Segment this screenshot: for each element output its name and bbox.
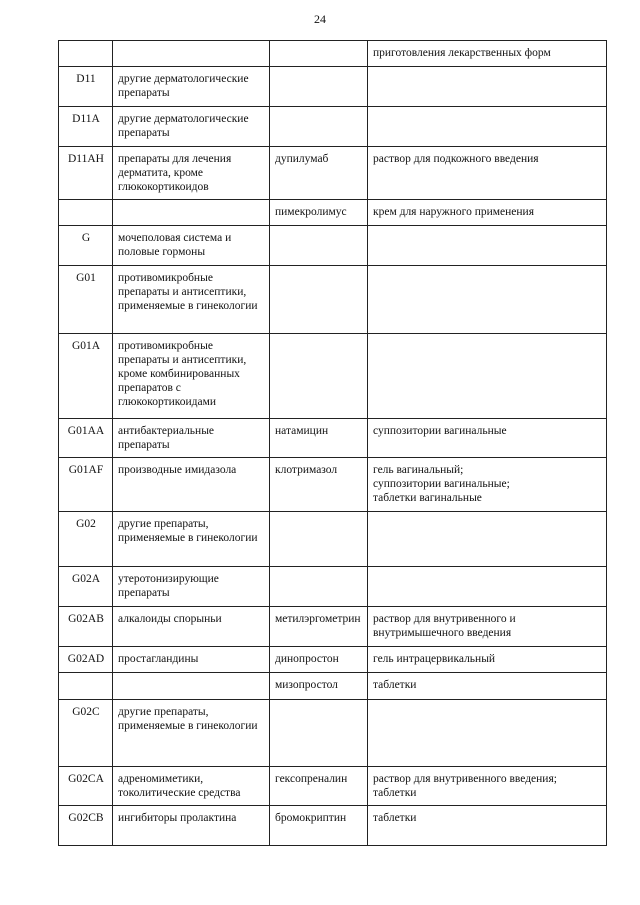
- atc-code-cell: D11A: [59, 107, 113, 147]
- dosage-form-cell: [368, 567, 607, 607]
- table-row: [59, 266, 607, 334]
- table-row: [59, 647, 607, 673]
- table-row: [59, 673, 607, 700]
- drug-name-cell: [270, 700, 368, 767]
- anatomical-group-cell: [113, 200, 270, 226]
- table-row: [59, 458, 607, 512]
- drug-name-cell: [270, 226, 368, 266]
- dosage-form-cell: гель интрацервикальный: [368, 647, 607, 673]
- dosage-form-cell: [368, 226, 607, 266]
- table-row: [59, 147, 607, 200]
- dosage-form-cell: раствор для внутривенного и внутримышечного введения: [368, 607, 607, 647]
- dosage-form-cell: таблетки: [368, 673, 607, 700]
- dosage-form-cell: раствор для подкожного введения: [368, 147, 607, 200]
- atc-code-cell: [59, 200, 113, 226]
- dosage-form-cell: крем для наружного применения: [368, 200, 607, 226]
- drug-name-cell: дупилумаб: [270, 147, 368, 200]
- anatomical-group-cell: мочеполовая система и половые гормоны: [113, 226, 270, 266]
- anatomical-group-cell: препараты для лечения дерматита, кроме глюкокортикоидов: [113, 147, 270, 200]
- table-row: [59, 419, 607, 458]
- dosage-form-cell: [368, 512, 607, 567]
- anatomical-group-cell: противомикробные препараты и антисептики, применяемые в гинекологии: [113, 266, 270, 334]
- atc-code-cell: D11: [59, 67, 113, 107]
- atc-code-cell: G: [59, 226, 113, 266]
- anatomical-group-cell: алкалоиды спорыньи: [113, 607, 270, 647]
- atc-code-cell: G01: [59, 266, 113, 334]
- anatomical-group-cell: ингибиторы пролактина: [113, 806, 270, 846]
- atc-code-cell: G01A: [59, 334, 113, 419]
- anatomical-group-cell: другие препараты, применяемые в гинекологии: [113, 700, 270, 767]
- atc-code-cell: G02CA: [59, 767, 113, 806]
- anatomical-group-cell: другие дерматологические препараты: [113, 107, 270, 147]
- table-body: [59, 41, 607, 846]
- table-row: [59, 700, 607, 767]
- anatomical-group-cell: утеротонизирующие препараты: [113, 567, 270, 607]
- anatomical-group-cell: производные имидазола: [113, 458, 270, 512]
- dosage-form-cell: [368, 334, 607, 419]
- atc-code-cell: G02AB: [59, 607, 113, 647]
- atc-code-cell: [59, 673, 113, 700]
- drug-name-cell: [270, 41, 368, 67]
- anatomical-group-cell: простагландины: [113, 647, 270, 673]
- anatomical-group-cell: противомикробные препараты и антисептики, кроме комбинированных препаратов с глюкокортикоидами: [113, 334, 270, 419]
- anatomical-group-cell: другие дерматологические препараты: [113, 67, 270, 107]
- table-row: [59, 67, 607, 107]
- drug-name-cell: мизопростол: [270, 673, 368, 700]
- atc-code-cell: D11AH: [59, 147, 113, 200]
- anatomical-group-cell: [113, 41, 270, 67]
- atc-code-cell: G02C: [59, 700, 113, 767]
- table-row: [59, 334, 607, 419]
- table-row: [59, 41, 607, 67]
- drug-name-cell: [270, 512, 368, 567]
- table-row: [59, 567, 607, 607]
- table-row: [59, 512, 607, 567]
- drug-name-cell: [270, 266, 368, 334]
- dosage-form-cell: приготовления лекарственных форм: [368, 41, 607, 67]
- drug-name-cell: гексопреналин: [270, 767, 368, 806]
- drug-name-cell: [270, 67, 368, 107]
- dosage-form-cell: [368, 266, 607, 334]
- table-row: [59, 107, 607, 147]
- page-number: 24: [314, 12, 326, 26]
- anatomical-group-cell: антибактериальные препараты: [113, 419, 270, 458]
- drug-name-cell: динопростон: [270, 647, 368, 673]
- dosage-form-cell: таблетки: [368, 806, 607, 846]
- atc-code-cell: G02CB: [59, 806, 113, 846]
- table-row: [59, 607, 607, 647]
- anatomical-group-cell: [113, 673, 270, 700]
- drug-name-cell: пимекролимус: [270, 200, 368, 226]
- dosage-form-cell: раствор для внутривенного введения; таблетки: [368, 767, 607, 806]
- drug-name-cell: бромокриптин: [270, 806, 368, 846]
- dosage-form-cell: [368, 67, 607, 107]
- dosage-form-cell: суппозитории вагинальные: [368, 419, 607, 458]
- dosage-form-cell: гель вагинальный; суппозитории вагинальные; таблетки вагинальные: [368, 458, 607, 512]
- atc-code-cell: G02AD: [59, 647, 113, 673]
- atc-code-cell: G01AA: [59, 419, 113, 458]
- dosage-form-cell: [368, 700, 607, 767]
- anatomical-group-cell: адреномиметики, токолитические средства: [113, 767, 270, 806]
- dosage-form-cell: [368, 107, 607, 147]
- atc-code-cell: G02: [59, 512, 113, 567]
- drug-name-cell: [270, 567, 368, 607]
- drug-name-cell: метилэргометрин: [270, 607, 368, 647]
- atc-code-cell: G01AF: [59, 458, 113, 512]
- anatomical-group-cell: другие препараты, применяемые в гинекологии: [113, 512, 270, 567]
- table-row: [59, 200, 607, 226]
- atc-code-cell: G02A: [59, 567, 113, 607]
- atc-code-cell: [59, 41, 113, 67]
- table-row: [59, 806, 607, 846]
- drug-name-cell: натамицин: [270, 419, 368, 458]
- table-row: [59, 226, 607, 266]
- drug-name-cell: клотримазол: [270, 458, 368, 512]
- drug-name-cell: [270, 334, 368, 419]
- table-row: [59, 767, 607, 806]
- drug-name-cell: [270, 107, 368, 147]
- atc-drug-table: [58, 40, 607, 846]
